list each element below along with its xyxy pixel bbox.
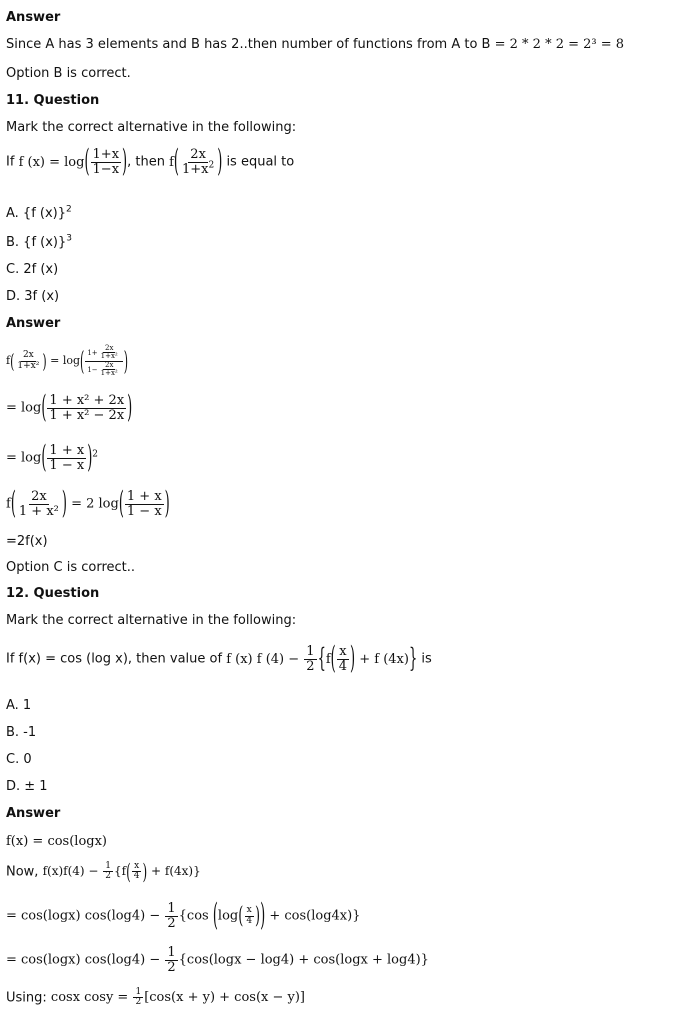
step-4-q11: f( $\frac{2x}{\text{1 + x²}}$ ) = 2 log( $\frac{1 + x}{1 - x}$ ) — [6, 486, 170, 523]
conclusion-q11: Option C is correct.. — [6, 560, 136, 575]
stem-tail-q12: is — [421, 651, 432, 667]
stem-then: , then — [127, 154, 165, 170]
step-final-q11: =2f(x) — [6, 534, 48, 549]
question-heading-12: 12. Question — [6, 586, 100, 601]
formula-q12: f (x) f (4) − $\frac{1}{2}$ {f( $\frac{x}{4}$ ) + f (4x)} — [226, 641, 418, 678]
option-b-q12: B. -1 — [6, 725, 37, 740]
using-label: Using: — [6, 990, 47, 1006]
answer-math: = 2 * 2 * 2 = 2³ = 8 — [494, 37, 625, 52]
step-1-q11: f( $\frac{2x}{\text{1+x²}}$ ) = log( 1+ $\frac{2x}{\text{1+x²}}$ 1− $\frac{2x}{\text{1+x²}}$ ) — [6, 344, 129, 378]
stem-if: If — [6, 154, 15, 170]
answer-heading-q12: Answer — [6, 806, 61, 821]
option-a-q12: A. 1 — [6, 698, 32, 713]
formula-f-arg: f( $\frac{2x}{1+x^2}$ ) — [169, 144, 223, 181]
step-2-q12: Now, f(x)f(4) − $\frac{1}{2}$ {f( $\frac{x}{4}$ ) + f(4x)} — [6, 859, 201, 885]
stem-if-q12: If f(x) = cos (log x), then value of — [6, 651, 223, 667]
formula-f-log: f (x) = log( $\frac{1+x}{1-x}$ ) — [18, 144, 128, 181]
step-3-q12: = cos(logx) cos(log4) − $\frac{1}{2}$ {cos (log( $\frac{x}{4}$ )) + cos(log4x)} — [6, 898, 361, 935]
step-5-q12: Using: cosx cosy = $\frac{1}{2}$ [cos(x + y) + cos(x − y)] — [6, 987, 305, 1008]
stem-tail: is equal to — [226, 154, 295, 170]
step-1-q12: f(x) = cos(logx) — [6, 834, 108, 849]
option-c-q12: C. 0 — [6, 752, 32, 767]
answer-heading-q11: Answer — [6, 316, 61, 331]
answer-sentence: Since A has 3 elements and B has 2..then number of functions from A to B — [6, 37, 491, 52]
question-heading-11: 11. Question — [6, 93, 100, 108]
step-2-q11: = log( $\frac{\text{1 + x² + 2x}}{\text{1 + x² − 2x}}$ ) — [6, 390, 133, 427]
now-label: Now, — [6, 864, 39, 880]
option-b-q11: B. {f (x)}$^3$ — [6, 233, 73, 250]
option-d-q11: D. 3f (x) — [6, 289, 60, 304]
stem-q11 — [6, 144, 295, 181]
answer-text-q10 — [6, 37, 624, 52]
step-4-q12: = cos(logx) cos(log4) − $\frac{1}{2}$ {cos(logx − log4) + cos(logx + log4)} — [6, 945, 429, 975]
instruction-q11: Mark the correct alternative in the following: — [6, 120, 297, 135]
instruction-q12: Mark the correct alternative in the following: — [6, 613, 297, 628]
step-3-q11: = log( $\frac{1 + x}{1 - x}$ )$^2$ — [6, 440, 98, 477]
option-a-q11: A. {f (x)}$^2$ — [6, 204, 72, 221]
option-c-q11: C. 2f (x) — [6, 262, 59, 277]
conclusion-q10: Option B is correct. — [6, 66, 131, 81]
option-d-q12: D. ± 1 — [6, 779, 48, 794]
stem-q12 — [6, 641, 432, 678]
answer-heading-q10: Answer — [6, 10, 61, 25]
